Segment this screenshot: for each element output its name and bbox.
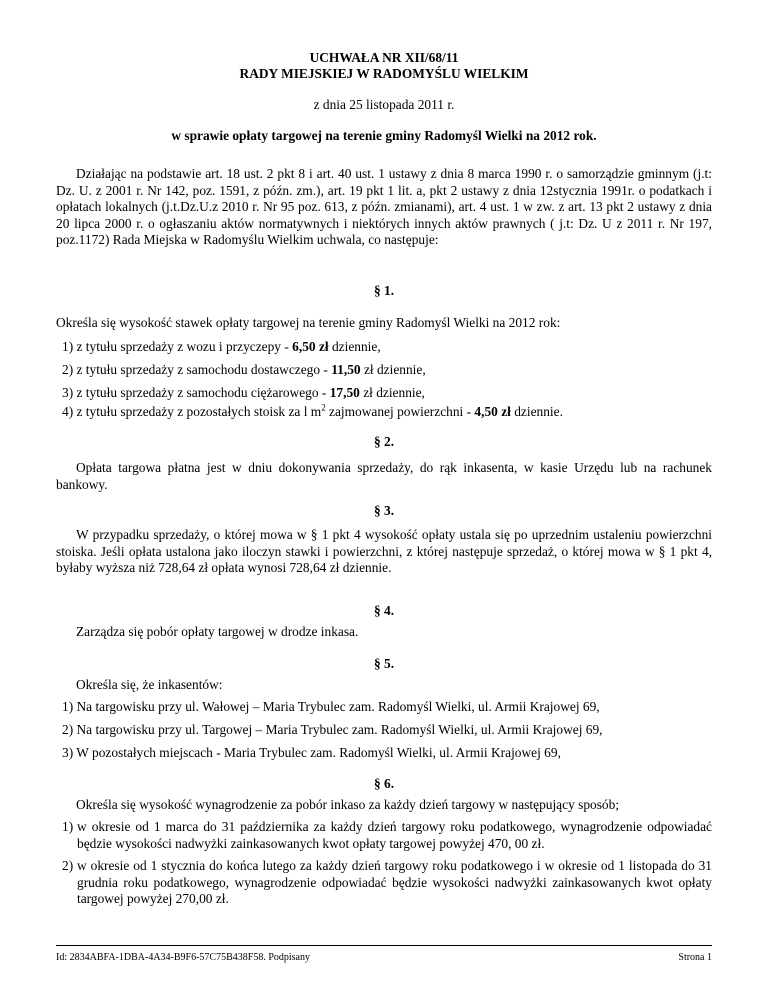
rate-item-3: 3) z tytułu sprzedaży z samochodu ciężarowego - 17,50 zł dziennie, xyxy=(62,385,425,400)
section-4-text: Zarządza się pobór opłaty targowej w drodze inkasa. xyxy=(76,624,359,639)
preamble: Działając na podstawie art. 18 ust. 2 pkt 8 i art. 40 ust. 1 ustawy z dnia 8 marca 1990 r. o samorządzie gminnym (j.t: Dz. U. z 2001 r. Nr 142, poz. 1591, z późn. zm.), art. 19 pkt 1 lit. a, pkt 2 ustawy z dnia 12stycznia 1991r. o podatkach i opłatach lokalnych (j.t.Dz.U.z 2010 r. Nr 95 poz. 613, z późn. zmianami), art. 4 ust. 1 w zw. z art. 13 pkt 2 ustawy z dnia 20 lipca 2000 r. o ogłaszaniu aktów normatywnych i niektórych innych aktów prawnych ( j.t: Dz. U z 2011 r. Nr 197, poz.1172) Rada Miejska w Radomyślu Wielkim uchwala, co następuje: xyxy=(56,166,712,248)
resolution-subject: w sprawie opłaty targowej na terenie gminy Radomyśl Wielki na 2012 rok. xyxy=(171,128,597,143)
collector-item-3: 3) W pozostałych miejscach - Maria Trybulec zam. Radomyśl Wielki, ul. Armii Krajowej 69, xyxy=(62,745,561,760)
document-id: Id: 2834ABFA-1DBA-4A34-B9F6-57C75B438F58. Podpisany xyxy=(56,952,310,963)
council-name: RADY MIEJSKIEJ W RADOMYŚLU WIELKIM xyxy=(239,66,529,81)
section-3-title: § 3. xyxy=(373,503,395,518)
section-2-title: § 2. xyxy=(373,434,395,449)
section-3-text: W przypadku sprzedaży, o której mowa w § 1 pkt 4 wysokość opłaty ustala się po uprzednim ustaleniu powierzchni stoiska. Jeśli opłata ustalona jako iloczyn stawki i powierzchni, z której następuje sprzedaż, o której mowa w § 1 pkt 4, byłaby wyższa niż 728,64 zł opłata wynosi 728,64 zł dziennie. xyxy=(56,527,712,576)
section-2-text: Opłata targowa płatna jest w dniu dokonywania sprzedaży, do rąk inkasenta, w kasie Urzędu lub na rachunek bankowy. xyxy=(56,460,712,492)
collector-item-1: 1) Na targowisku przy ul. Wałowej – Maria Trybulec zam. Radomyśl Wielki, ul. Armii Krajowej 69, xyxy=(62,699,600,714)
footer-divider xyxy=(56,945,712,946)
section-4-title: § 4. xyxy=(373,603,395,618)
resolution-date: z dnia 25 listopada 2011 r. xyxy=(313,97,455,112)
page-number: Strona 1 xyxy=(678,952,712,963)
remuneration-item-2: 2) w okresie od 1 stycznia do końca lutego za każdy dzień targowy roku podatkowego i w okresie od 1 listopada do 31 grudnia roku podatkowego, wynagrodzenie odpowiadać będzie wysokości nadwyżki zainkasowanych kwot opłaty targowej powyżej 270,00 zł. xyxy=(62,858,712,907)
section-6-intro: Określa się wysokość wynagrodzenie za pobór inkaso za każdy dzień targowy w następujący sposób; xyxy=(76,797,620,812)
remuneration-item-1: 1) w okresie od 1 marca do 31 października za każdy dzień targowy roku podatkowego, wynagrodzenie odpowiadać będzie wysokości nadwyżki zainkasowanych kwot opłaty targowej powyżej 470, 00 zł. xyxy=(62,819,712,851)
section-6-title: § 6. xyxy=(373,776,395,791)
rate-item-4: 4) z tytułu sprzedaży z pozostałych stoisk za l $m^2$ zajmowanej powierzchni - 4,50 zł dziennie. xyxy=(62,402,563,419)
section-5-intro: Określa się, że inkasentów: xyxy=(76,677,223,692)
collector-item-2: 2) Na targowisku przy ul. Targowej – Maria Trybulec zam. Radomyśl Wielki, ul. Armii Krajowej 69, xyxy=(62,722,603,737)
rate-item-1: 1) z tytułu sprzedaży z wozu i przyczepy - 6,50 zł dziennie, xyxy=(62,339,381,354)
section-1-intro: Określa się wysokość stawek opłaty targowej na terenie gminy Radomyśl Wielki na 2012 rok: xyxy=(56,315,561,330)
rate-item-2: 2) z tytułu sprzedaży z samochodu dostawczego - 11,50 zł dziennie, xyxy=(62,362,426,377)
resolution-number: UCHWAŁA NR XII/68/11 xyxy=(309,50,459,65)
section-1-title: § 1. xyxy=(373,283,395,298)
section-5-title: § 5. xyxy=(373,656,395,671)
